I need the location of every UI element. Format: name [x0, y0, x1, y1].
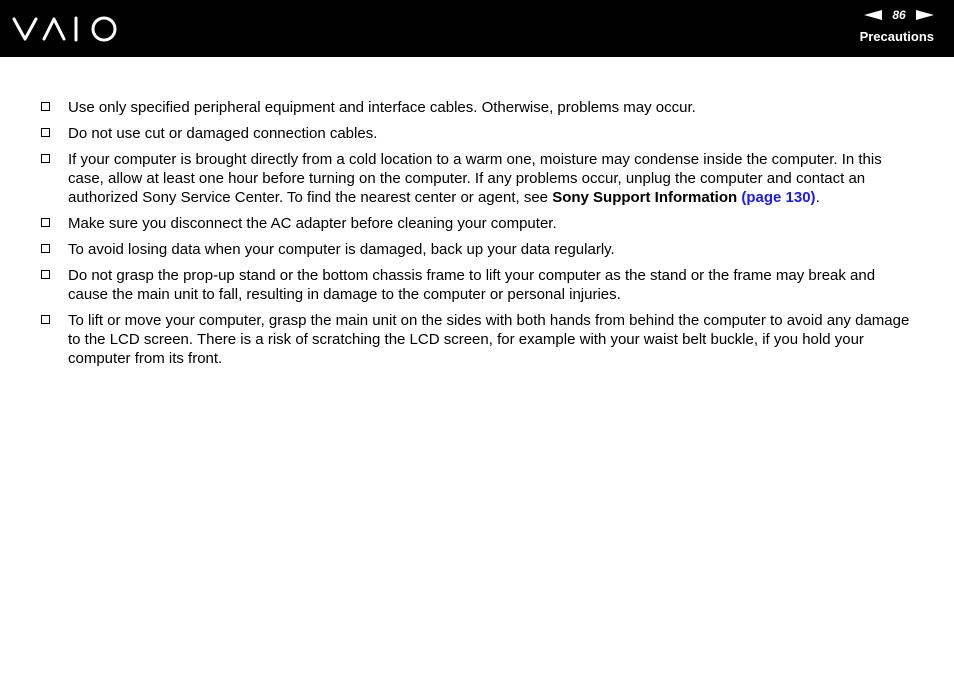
list-item [40, 240, 912, 259]
checkbox-bullet-icon [41, 244, 50, 253]
sony-support-information-ref: Sony Support Information [552, 189, 738, 206]
list-item [40, 98, 912, 117]
list-item [40, 266, 912, 304]
vaio-logo-icon [12, 14, 120, 42]
item-text: To lift or move your computer, grasp the main unit on the sides with both hands from behind the computer to avoid any damage to the LCD screen. There is a risk of scratching the LCD screen, for example with your waist belt buckle, if you hold your computer from its front. [68, 312, 910, 367]
page-130-link[interactable]: (page 130) [741, 189, 816, 206]
precautions-list [40, 98, 912, 375]
checkbox-bullet-icon [41, 102, 50, 111]
page-navigation [864, 7, 934, 23]
checkbox-bullet-icon [41, 315, 50, 324]
item-suffix: . [815, 189, 820, 206]
section-title: Precautions [859, 29, 934, 44]
checkbox-bullet-icon [41, 270, 50, 279]
checkbox-bullet-icon [41, 128, 50, 137]
list-item [40, 214, 912, 233]
page-number: 86 [892, 8, 906, 22]
list-item [40, 311, 912, 368]
checkbox-bullet-icon [41, 154, 50, 163]
item-text: To avoid losing data when your computer is damaged, back up your data regularly. [68, 241, 615, 258]
next-page-arrow-icon[interactable] [916, 10, 934, 20]
previous-page-arrow-icon[interactable] [864, 10, 882, 20]
item-text: Do not grasp the prop-up stand or the bottom chassis frame to lift your computer as the stand or the frame may break and cause the main unit to fall, resulting in damage to the computer or personal injuries. [68, 267, 876, 303]
item-text: Do not use cut or damaged connection cables. [68, 125, 378, 142]
page-header [0, 0, 954, 57]
list-item [40, 124, 912, 143]
list-item [40, 150, 912, 207]
item-text: If your computer is brought directly from a cold location to a warm one, moisture may condense inside the computer. In this case, allow at least one hour before turning on the computer. If any problems occur, unplug the computer and contact an authorized Sony Service Center. To find the nearest center or agent, see [68, 151, 882, 206]
item-text: Use only specified peripheral equipment and interface cables. Otherwise, problems may occur. [68, 99, 696, 116]
item-text: Make sure you disconnect the AC adapter before cleaning your computer. [68, 215, 557, 232]
checkbox-bullet-icon [41, 218, 50, 227]
vaio-logo [12, 14, 120, 47]
